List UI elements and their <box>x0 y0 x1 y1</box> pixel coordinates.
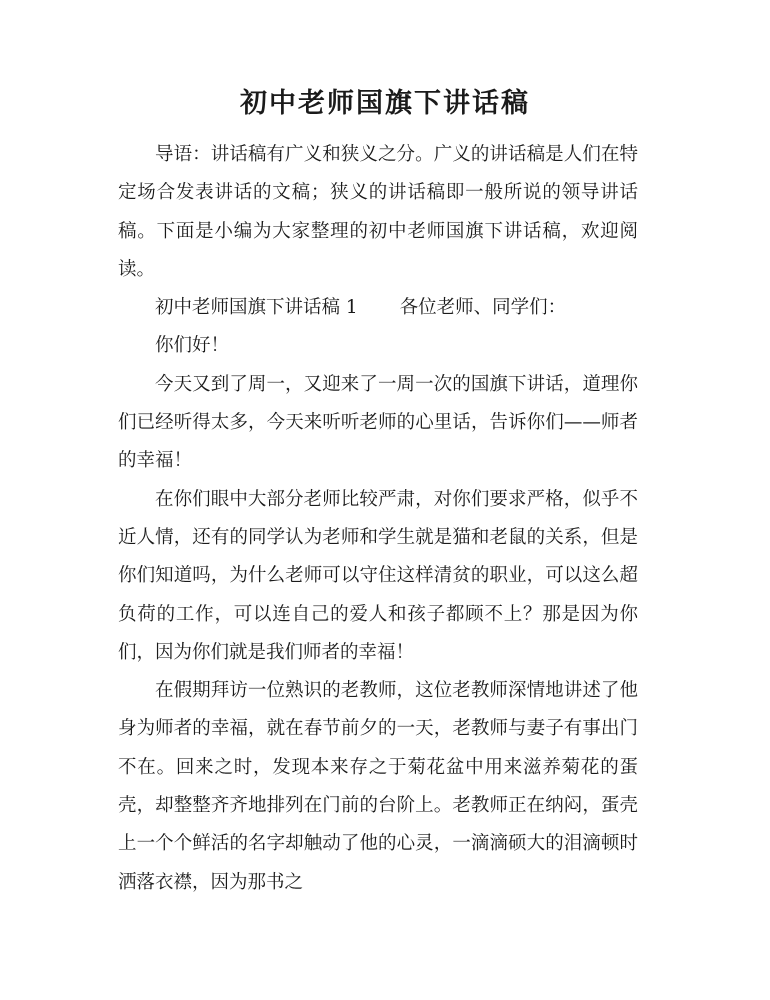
greeting-paragraph: 你们好！ <box>155 335 230 357</box>
body-paragraph-1: 今天又到了周一，又迎来了一周一次的国旗下讲话，道理你们已经听得太多，今天来听听老师的心里话，告诉你们——师者的幸福！ <box>118 373 638 472</box>
body-paragraph-3: 在假期拜访一位熟识的老教师，这位老教师深情地讲述了他身为师者的幸福，就在春节前夕的一天，老教师与妻子有事出门不在。回来之时，发现本来存之于菊花盆中用来滋养菊花的蛋壳，却整整齐齐地排列在门前的台阶上。老教师正在纳闷，蛋壳上一个个鲜活的名字却触动了他的心灵，一滴滴硕大的泪滴顿时洒落衣襟，因为那书之 <box>118 680 638 893</box>
document-body <box>118 136 638 902</box>
section-heading: 初中老师国旗下讲话稿 1 <box>155 297 358 319</box>
document-title: 初中老师国旗下讲话稿 <box>240 88 530 119</box>
salutation: 各位老师、同学们： <box>399 297 567 319</box>
section-heading-line <box>118 289 638 327</box>
body-paragraph-2: 在你们眼中大部分老师比较严肃，对你们要求严格，似乎不近人情，还有的同学认为老师和学生就是猫和老鼠的关系，但是你们知道吗，为什么老师可以守住这样清贫的职业，可以这么超负荷的工作，可以连自己的爱人和孩子都顾不上？那是因为你们，因为你们就是我们师者的幸福！ <box>118 488 638 663</box>
intro-paragraph: 导语：讲话稿有广义和狭义之分。广义的讲话稿是人们在特定场合发表讲话的文稿；狭义的讲话稿即一般所说的领导讲话稿。下面是小编为大家整理的初中老师国旗下讲话稿，欢迎阅读。 <box>118 144 638 280</box>
